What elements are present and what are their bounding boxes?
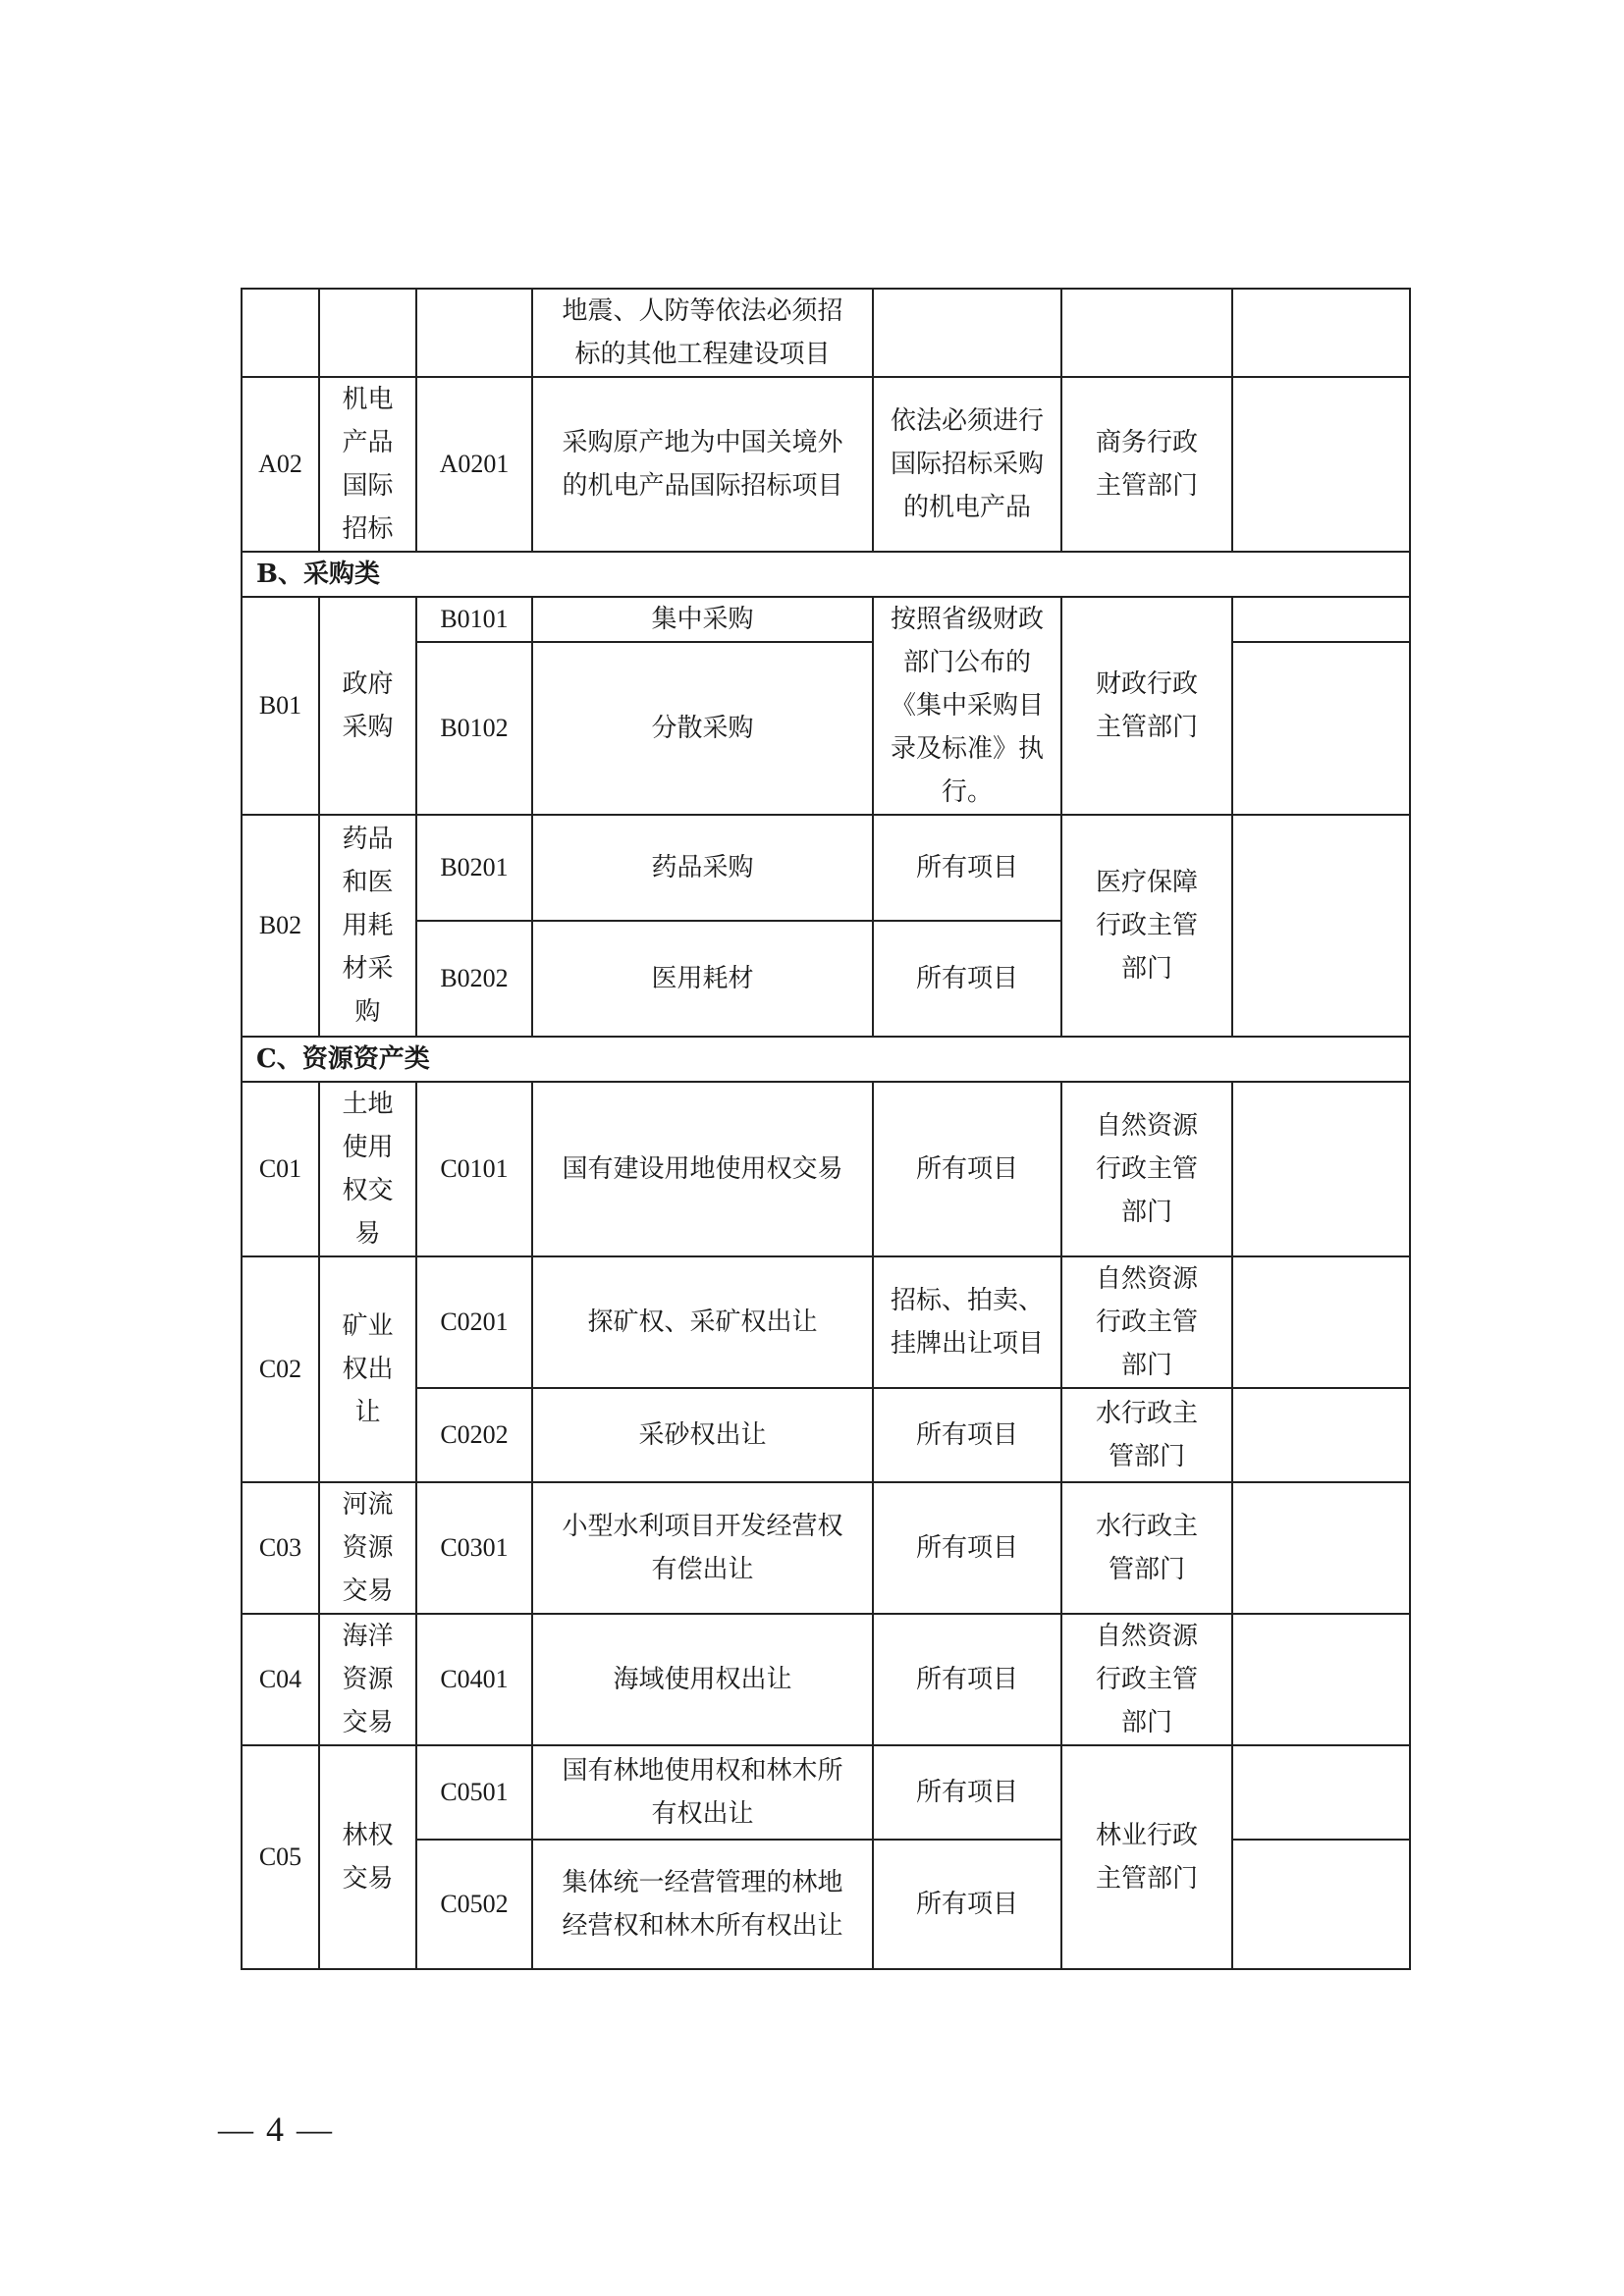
dept-cell: 林业行政主管部门 <box>1061 1745 1232 1969</box>
subcategory-code: C0202 <box>416 1388 532 1482</box>
subcategory-code: C0501 <box>416 1745 532 1840</box>
table-row <box>242 1614 1410 1745</box>
page-number: — 4 — <box>218 2109 334 2149</box>
scope-cell: 集中采购 <box>532 597 873 642</box>
table-row <box>242 597 1410 642</box>
requirement-cell: 所有项目 <box>873 1614 1061 1745</box>
category-code: C03 <box>242 1482 319 1614</box>
scope-cell: 国有建设用地使用权交易 <box>532 1082 873 1256</box>
scope-cell: 小型水利项目开发经营权有偿出让 <box>532 1482 873 1614</box>
dept-cell: 财政行政主管部门 <box>1061 597 1232 815</box>
dept-cell: 自然资源行政主管部门 <box>1061 1082 1232 1256</box>
category-code: C01 <box>242 1082 319 1256</box>
section-title: C、资源资产类 <box>242 1037 1410 1082</box>
category-name: 矿业权出让 <box>319 1256 416 1482</box>
category-code: C05 <box>242 1745 319 1969</box>
scope-cell: 采砂权出让 <box>532 1388 873 1482</box>
requirement-cell: 所有项目 <box>873 815 1061 921</box>
subcategory-code: C0201 <box>416 1256 532 1388</box>
table-row <box>242 1745 1410 1840</box>
subcategory-code: C0101 <box>416 1082 532 1256</box>
category-name: 河流资源交易 <box>319 1482 416 1614</box>
scope-cell: 集体统一经营管理的林地经营权和林木所有权出让 <box>532 1840 873 1969</box>
subcategory-code: C0301 <box>416 1482 532 1614</box>
subcategory-code: B0201 <box>416 815 532 921</box>
table-row <box>242 1082 1410 1256</box>
category-name: 政府采购 <box>319 597 416 815</box>
category-name: 土地使用权交易 <box>319 1082 416 1256</box>
category-name: 药品和医用耗材采购 <box>319 815 416 1037</box>
dept-cell: 自然资源行政主管部门 <box>1061 1614 1232 1745</box>
requirement-cell: 所有项目 <box>873 921 1061 1037</box>
subcategory-code: A0201 <box>416 377 532 552</box>
table-row <box>242 642 1410 815</box>
category-code: C04 <box>242 1614 319 1745</box>
subcategory-code: B0101 <box>416 597 532 642</box>
scope-cell: 地震、人防等依法必须招标的其他工程建设项目 <box>532 289 873 377</box>
scope-cell: 采购原产地为中国关境外的机电产品国际招标项目 <box>532 377 873 552</box>
requirement-cell: 按照省级财政部门公布的《集中采购目录及标准》执行。 <box>873 597 1061 815</box>
requirement-cell: 所有项目 <box>873 1388 1061 1482</box>
category-code: B01 <box>242 597 319 815</box>
subcategory-code: C0401 <box>416 1614 532 1745</box>
subcategory-code: B0202 <box>416 921 532 1037</box>
dept-cell: 自然资源行政主管部门 <box>1061 1256 1232 1388</box>
scope-cell: 海域使用权出让 <box>532 1614 873 1745</box>
scope-cell: 探矿权、采矿权出让 <box>532 1256 873 1388</box>
scope-cell: 药品采购 <box>532 815 873 921</box>
scope-cell: 医用耗材 <box>532 921 873 1037</box>
table-row <box>242 815 1410 921</box>
category-name: 海洋资源交易 <box>319 1614 416 1745</box>
dept-cell: 水行政主管部门 <box>1061 1388 1232 1482</box>
dept-cell: 医疗保障行政主管部门 <box>1061 815 1232 1037</box>
table-row <box>242 289 1410 377</box>
category-code: A02 <box>242 377 319 552</box>
subcategory-code: B0102 <box>416 642 532 815</box>
scope-cell: 国有林地使用权和林木所有权出让 <box>532 1745 873 1840</box>
dept-cell: 商务行政主管部门 <box>1061 377 1232 552</box>
requirement-cell: 所有项目 <box>873 1482 1061 1614</box>
requirement-cell: 所有项目 <box>873 1082 1061 1256</box>
requirement-cell: 所有项目 <box>873 1840 1061 1969</box>
section-header-row <box>242 1037 1410 1082</box>
table-row <box>242 1840 1410 1969</box>
category-name: 林权交易 <box>319 1745 416 1969</box>
table-row <box>242 377 1410 552</box>
requirement-cell: 所有项目 <box>873 1745 1061 1840</box>
requirement-cell: 依法必须进行国际招标采购的机电产品 <box>873 377 1061 552</box>
table-row <box>242 1482 1410 1614</box>
table-row <box>242 1388 1410 1482</box>
dept-cell: 水行政主管部门 <box>1061 1482 1232 1614</box>
scope-cell: 分散采购 <box>532 642 873 815</box>
section-title: B、采购类 <box>242 552 1410 597</box>
catalog-table <box>241 288 1411 1970</box>
table-row <box>242 1256 1410 1388</box>
subcategory-code: C0502 <box>416 1840 532 1969</box>
requirement-cell: 招标、拍卖、挂牌出让项目 <box>873 1256 1061 1388</box>
category-code: C02 <box>242 1256 319 1482</box>
section-header-row <box>242 552 1410 597</box>
category-name: 机电产品国际招标 <box>319 377 416 552</box>
category-code: B02 <box>242 815 319 1037</box>
